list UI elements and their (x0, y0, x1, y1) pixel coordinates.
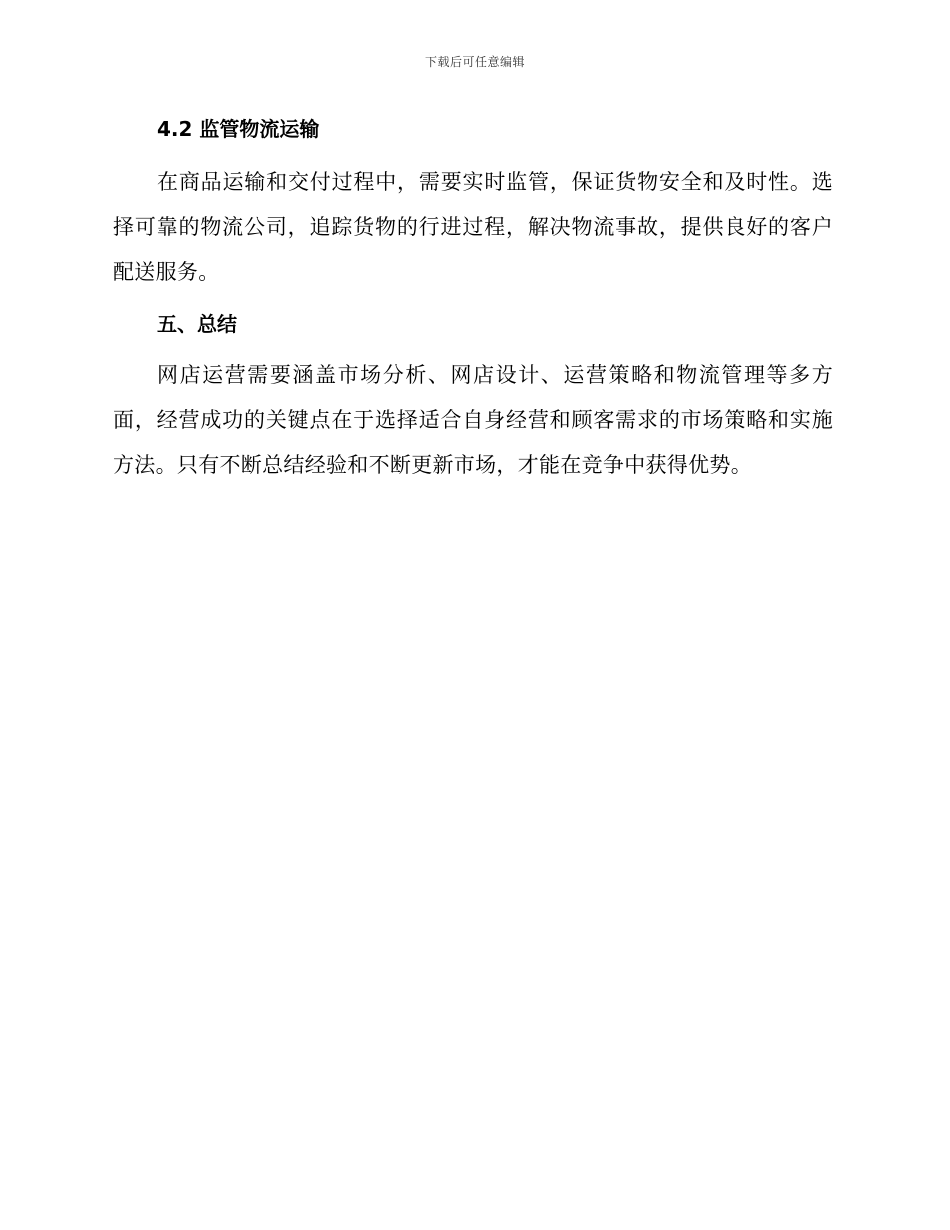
section-paragraph-summary: 网店运营需要涵盖市场分析、网店设计、运营策略和物流管理等多方面，经营成功的关键点在于选择适合自身经营和顾客需求的市场策略和实施方法。只有不断总结经验和不断更新市场，才能在竞争中获得优势。 (113, 363, 833, 477)
page-header: 下载后可任意编辑 (424, 55, 525, 69)
section-heading-summary: 五、总结 (157, 312, 237, 336)
section-paragraph-logistics: 在商品运输和交付过程中，需要实时监管，保证货物安全和及时性。选择可靠的物流公司，追踪货物的行进过程，解决物流事故，提供良好的客户配送服务。 (113, 170, 833, 284)
document-body (113, 112, 833, 488)
section-heading-logistics: 4.2 监管物流运输 (157, 117, 320, 141)
